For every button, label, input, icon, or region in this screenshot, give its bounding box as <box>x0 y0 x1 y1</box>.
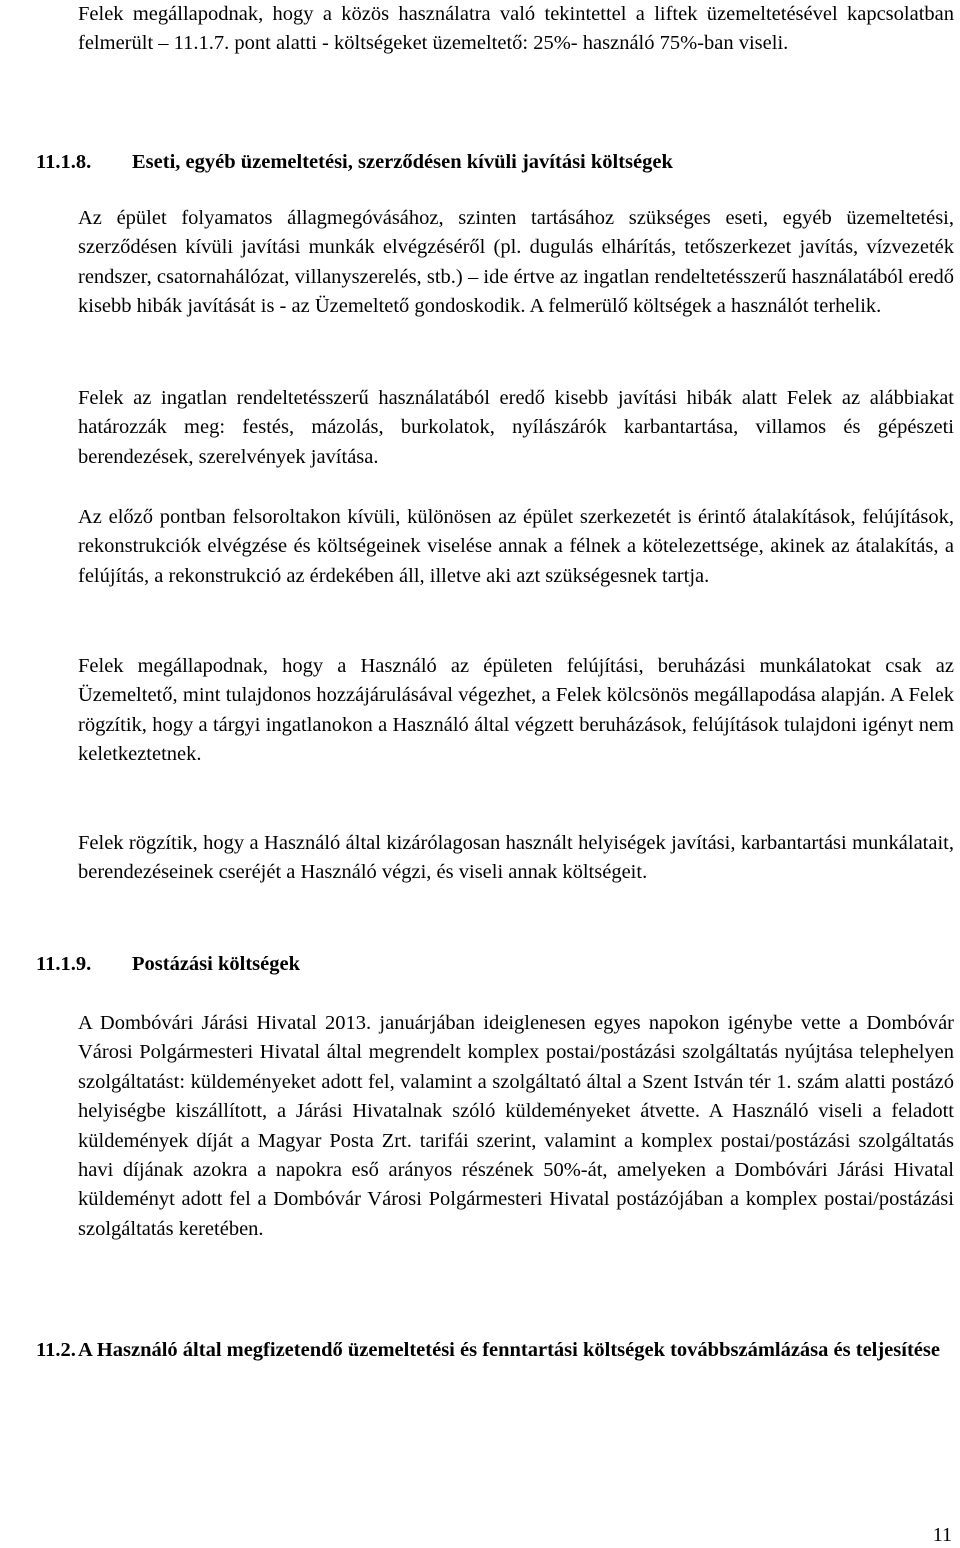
paragraph-postal-costs: A Dombóvári Járási Hivatal 2013. januárjában ideiglenesen egyes napokon igénybe vette a Dombóvár Városi Polgármesteri Hivatal által megrendelt komplex postai/postázási szolgáltatás nyújtása telephelyen szolgáltatást: küldeményeket adott fel, valamint a szolgáltató által a Szent István tér 1. szám alatti postázó helyiségbe kiszállított, a Járási Hivatalnak szóló küldeményeket átvette. A Használó viseli a feladott küldemények díját a Magyar Posta Zrt. tarifái szerint, valamint a komplex postai/postázási szolgáltatás havi díjának azokra a napokra eső arányos részének 50%-át, amelyeken a Dombóvári Járási Hivatal küldeményt adott fel a Dombóvár Városi Polgármesteri Hivatal postázójában a komplex postai/postázási szolgáltatás keretében. <box>78 1012 954 1240</box>
page-number: 11 <box>932 1524 952 1546</box>
section-title: Postázási költségek <box>132 953 300 975</box>
section-number-11-2: 11.2. <box>36 1339 76 1361</box>
section-number: 11.1.9. <box>36 953 92 975</box>
section-title: Eseti, egyéb üzemeltetési, szerződésen kívüli javítási költségek <box>132 151 673 173</box>
paragraph-exclusive-rooms: Felek rögzítik, hogy a Használó által kizárólagosan használt helyiségek javítási, karbantartási munkálatait, berendezéseinek cseréjét a Használó végzi, és viseli annak költségeit. <box>78 832 954 884</box>
paragraph-renovations: Az előző pontban felsoroltakon kívüli, különösen az épület szerkezetét is érintő átalakítások, felújítások, rekonstrukciók elvégzése és költségeinek viselése annak a félnek a kötelezettsége, akinek az átalakítás, a felújítás, a rekonstrukció az érdekében áll, illetve aki azt szükségesnek tartja. <box>78 506 954 587</box>
section-title-11-2: A Használó által megfizetendő üzemeltetési és fenntartási költségek továbbszámlázása és teljesítése <box>78 1339 940 1361</box>
paragraph-maintenance: Az épület folyamatos állagmegóvásához, szinten tartásához szükséges eseti, egyéb üzemeltetési, szerződésen kívüli javítási munkák elvégzéséről (pl. dugulás elhárítás, tetőszerkezet javítás, vízvezeték rendszer, csatornahálózat, villanyszerelés, stb.) – ide értve az ingatlan rendeltetésszerű használatából eredő kisebb hibák javítását is - az Üzemeltető gondoskodik. A felmerülő költségek a használót terhelik. <box>78 207 954 318</box>
paragraph-investments: Felek megállapodnak, hogy a Használó az épületen felújítási, beruházási munkálatokat csak az Üzemeltető, mint tulajdonos hozzájárulásával végezhet, a Felek kölcsönös megállapodása alapján. A Felek rögzítik, hogy a tárgyi ingatlanokon a Használó által végzett beruházások, felújítások tulajdoni igényt nem keletkeztetnek. <box>78 655 954 766</box>
paragraph-lift-costs: Felek megállapodnak, hogy a közös használatra való tekintettel a liftek üzemeltetésével kapcsolatban felmerült – 11.1.7. pont alatti - költségeket üzemeltető: 25%- használó 75%-ban viseli. <box>78 3 954 55</box>
paragraph-minor-repairs: Felek az ingatlan rendeltetésszerű használatából eredő kisebb javítási hibák alatt Felek az alábbiakat határozzák meg: festés, mázolás, burkolatok, nyílászárók karbantartása, villamos és gépészeti berendezések, szerelvények javítása. <box>78 387 954 468</box>
section-number: 11.1.8. <box>36 151 92 173</box>
